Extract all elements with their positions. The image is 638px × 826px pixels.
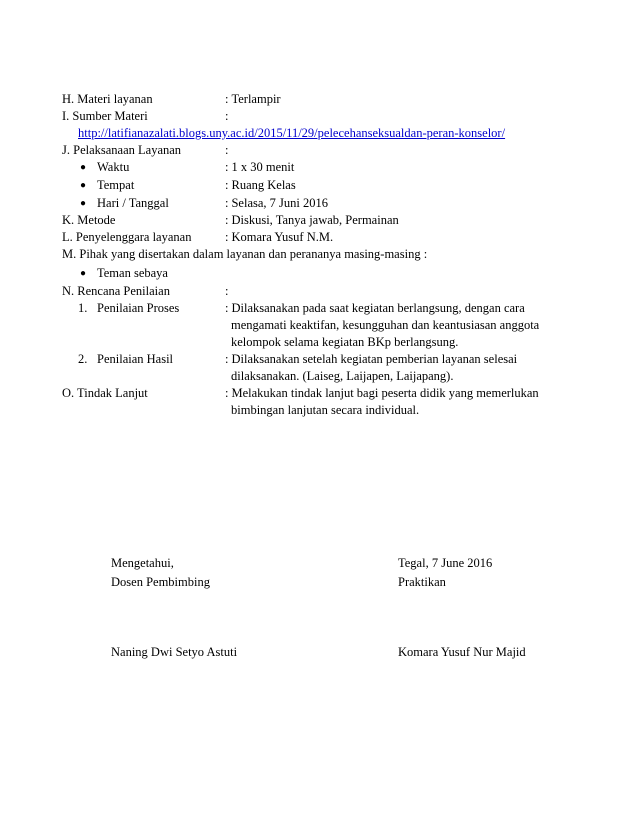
row-rencana	[0, 284, 638, 302]
label-penyelenggara: L. Penyelenggara layanan	[62, 230, 192, 244]
number-2: 2.	[78, 352, 88, 366]
row-pihak	[0, 247, 638, 265]
row-penilaian-proses-cont	[0, 318, 638, 336]
signature-right-date: Tegal, 7 June 2016	[398, 556, 493, 570]
bullet-icon: ●	[80, 162, 87, 173]
label-pihak: M. Pihak yang disertakan dalam layanan dan perananya masing-masing :	[62, 247, 428, 261]
value-metode: Diskusi, Tanya jawab, Permainan	[231, 213, 399, 227]
row-tindak-lanjut-cont	[0, 403, 638, 421]
row-tindak-lanjut	[0, 386, 638, 404]
colon: :	[225, 143, 229, 157]
signature-right-role: Praktikan	[398, 575, 446, 589]
row-waktu	[0, 160, 638, 178]
text-line: Dilaksanakan setelah kegiatan pemberian layanan selesai	[231, 352, 518, 366]
label-tindak-lanjut: O. Tindak Lanjut	[62, 386, 148, 400]
row-penilaian-proses-cont	[0, 335, 638, 353]
row-penilaian-hasil	[0, 352, 638, 370]
label-sumber-materi: I. Sumber Materi	[62, 109, 148, 123]
label-penilaian-hasil: Penilaian Hasil	[97, 352, 174, 366]
row-pelaksanaan	[0, 143, 638, 161]
signature-right-name: Komara Yusuf Nur Majid	[398, 645, 526, 659]
row-hari-tanggal	[0, 196, 638, 214]
text-line: bimbingan lanjutan secara individual.	[231, 403, 420, 417]
bullet-icon: ●	[80, 268, 87, 279]
number-1: 1.	[78, 301, 88, 315]
row-metode	[0, 213, 638, 231]
signature-left-greeting: Mengetahui,	[111, 556, 174, 570]
colon: :	[225, 160, 229, 174]
label-metode: K. Metode	[62, 213, 116, 227]
label-penilaian-proses: Penilaian Proses	[97, 301, 180, 315]
label-hari-tanggal: Hari / Tanggal	[97, 196, 169, 210]
colon: :	[225, 284, 229, 298]
bullet-icon: ●	[80, 198, 87, 209]
row-penyelenggara	[0, 230, 638, 248]
text-line: Melakukan tindak lanjut bagi peserta didik yang memerlukan	[231, 386, 539, 400]
value-waktu: 1 x 30 menit	[231, 160, 295, 174]
colon: :	[225, 178, 229, 192]
colon: :	[225, 230, 229, 244]
label-rencana: N. Rencana Penilaian	[62, 284, 170, 298]
row-penilaian-proses	[0, 301, 638, 319]
colon: :	[225, 109, 229, 123]
label-tempat: Tempat	[97, 178, 135, 192]
row-sumber-materi	[0, 109, 638, 127]
colon: :	[225, 92, 229, 106]
text-line: mengamati keaktifan, kesungguhan dan keantusiasan anggota	[231, 318, 540, 332]
source-link[interactable]: http://latifianazalati.blogs.uny.ac.id/2015/11/29/pelecehanseksualdan-peran-konselor/	[78, 126, 506, 140]
signature-left-role: Dosen Pembimbing	[111, 575, 210, 589]
colon: :	[225, 386, 229, 400]
colon: :	[225, 301, 229, 315]
value-tempat: Ruang Kelas	[231, 178, 296, 192]
text-line: dilaksanakan. (Laiseg, Laijapen, Laijapang).	[231, 369, 454, 383]
bullet-icon: ●	[80, 180, 87, 191]
label-teman-sebaya: Teman sebaya	[97, 266, 168, 280]
row-teman-sebaya	[0, 266, 638, 284]
label-pelaksanaan: J. Pelaksanaan Layanan	[62, 143, 182, 157]
colon: :	[225, 213, 229, 227]
colon: :	[225, 196, 229, 210]
row-tempat	[0, 178, 638, 196]
value-penyelenggara: Komara Yusuf N.M.	[231, 230, 334, 244]
row-materi-layanan	[0, 92, 638, 110]
row-source-link	[0, 126, 638, 144]
value-hari-tanggal: Selasa, 7 Juni 2016	[231, 196, 329, 210]
value-materi-layanan: Terlampir	[231, 92, 281, 106]
text-line: kelompok selama kegiatan BKp berlangsung.	[231, 335, 459, 349]
row-penilaian-hasil-cont	[0, 369, 638, 387]
label-materi-layanan: H. Materi layanan	[62, 92, 153, 106]
text-line: Dilaksanakan pada saat kegiatan berlangsung, dengan cara	[231, 301, 525, 315]
colon: :	[225, 352, 229, 366]
signature-left-name: Naning Dwi Setyo Astuti	[111, 645, 238, 659]
label-waktu: Waktu	[97, 160, 130, 174]
